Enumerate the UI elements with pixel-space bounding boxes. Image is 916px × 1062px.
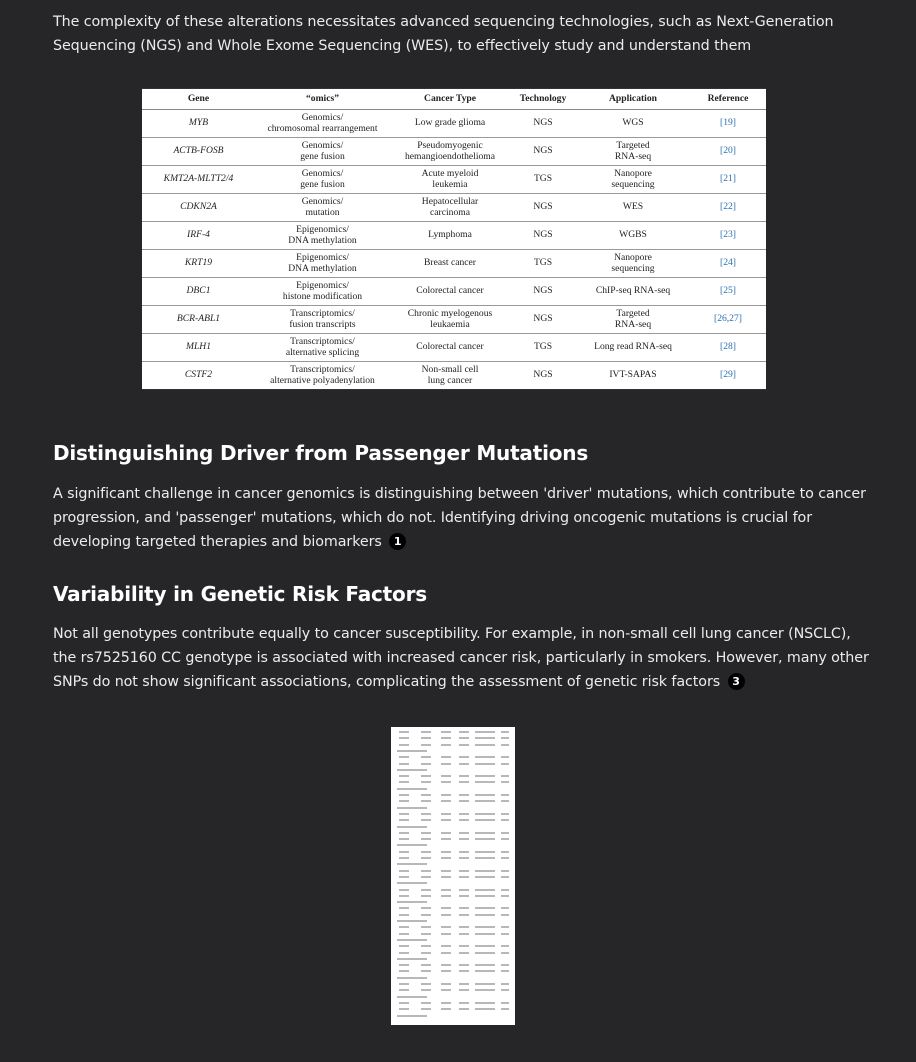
thumbnail-text-line: [501, 1008, 509, 1010]
table-cell: TGS: [510, 250, 576, 278]
thumbnail-text-line: [501, 952, 509, 954]
thumbnail-text-line: [421, 744, 431, 746]
thumbnail-text-line: [421, 794, 431, 796]
thumbnail-text-line: [397, 977, 427, 979]
thumbnail-text-line: [397, 1015, 427, 1017]
column-header: Reference: [690, 89, 766, 110]
thumbnail-text-line: [441, 756, 451, 758]
thumbnail-text-line: [475, 989, 495, 991]
thumbnail-text-line: [501, 889, 509, 891]
thumbnail-text-line: [399, 989, 409, 991]
thumbnail-text-line: [421, 800, 431, 802]
thumbnail-text-line: [475, 744, 495, 746]
table-row: [142, 306, 766, 334]
thumbnail-text-line: [441, 763, 451, 765]
thumbnail-text-line: [397, 996, 427, 998]
thumbnail-text-line: [399, 1008, 409, 1010]
paragraph-text: A significant challenge in cancer genomics is distinguishing between 'driver' mutations, which contribute to cancer progression, and 'passenger' mutations, which do not. Identifying driving oncogenic mutations is crucial for developing targeted therapies and biomarkers: [53, 486, 866, 550]
thumbnail-text-line: [475, 907, 495, 909]
thumbnail-text-line: [441, 737, 451, 739]
thumbnail-text-line: [459, 907, 469, 909]
table-cell: Epigenomics/ DNA methylation: [255, 222, 390, 250]
thumbnail-text-line: [421, 857, 431, 859]
thumbnail-text-line: [399, 813, 409, 815]
thumbnail-text-line: [459, 889, 469, 891]
thumbnail-text-line: [475, 819, 495, 821]
thumbnail-text-line: [421, 952, 431, 954]
thumbnail-text-line: [399, 838, 409, 840]
table-cell: Breast cancer: [390, 250, 510, 278]
thumbnail-text-line: [459, 933, 469, 935]
table-cell: Low grade glioma: [390, 110, 510, 138]
thumbnail-text-line: [397, 920, 427, 922]
section-paragraph-genetic-risk: [53, 622, 873, 694]
thumbnail-text-line: [421, 1002, 431, 1004]
thumbnail-text-line: [501, 933, 509, 935]
table-cell: Chronic myelogenous leukaemia: [390, 306, 510, 334]
thumbnail-text-line: [421, 731, 431, 733]
thumbnail-text-line: [501, 832, 509, 834]
thumbnail-text-line: [459, 744, 469, 746]
citation-badge[interactable]: 3: [728, 673, 745, 690]
thumbnail-text-line: [459, 970, 469, 972]
column-header: Technology: [510, 89, 576, 110]
thumbnail-text-line: [501, 914, 509, 916]
thumbnail-text-line: [459, 1002, 469, 1004]
table-row: [142, 110, 766, 138]
table-cell: Acute myeloid leukemia: [390, 166, 510, 194]
thumbnail-text-line: [459, 794, 469, 796]
table-cell: Targeted RNA-seq: [576, 306, 690, 334]
sequencing-technologies-table-image: [142, 88, 766, 390]
thumbnail-text-line: [399, 763, 409, 765]
thumbnail-text-line: [459, 737, 469, 739]
table-row: [142, 166, 766, 194]
table-cell: MLH1: [142, 334, 255, 362]
thumbnail-text-line: [459, 775, 469, 777]
thumbnail-text-line: [421, 907, 431, 909]
thumbnail-text-line: [399, 794, 409, 796]
table-cell: NGS: [510, 138, 576, 166]
thumbnail-text-line: [475, 756, 495, 758]
thumbnail-text-line: [475, 1008, 495, 1010]
thumbnail-text-line: [501, 756, 509, 758]
thumbnail-text-line: [501, 775, 509, 777]
thumbnail-text-line: [441, 832, 451, 834]
thumbnail-text-line: [399, 832, 409, 834]
table-cell: Colorectal cancer: [390, 334, 510, 362]
thumbnail-text-line: [475, 1002, 495, 1004]
thumbnail-text-line: [399, 781, 409, 783]
column-header: Application: [576, 89, 690, 110]
thumbnail-text-line: [441, 800, 451, 802]
table-cell: ChIP-seq RNA-seq: [576, 278, 690, 306]
thumbnail-text-line: [421, 813, 431, 815]
thumbnail-text-line: [475, 952, 495, 954]
thumbnail-text-line: [397, 750, 427, 752]
column-header: Cancer Type: [390, 89, 510, 110]
thumbnail-text-line: [501, 813, 509, 815]
thumbnail-text-line: [399, 1002, 409, 1004]
thumbnail-text-line: [441, 731, 451, 733]
thumbnail-text-line: [475, 832, 495, 834]
table-cell: [26,27]: [690, 306, 766, 334]
table-cell: [25]: [690, 278, 766, 306]
thumbnail-text-line: [475, 763, 495, 765]
thumbnail-text-line: [441, 1002, 451, 1004]
thumbnail-text-line: [421, 819, 431, 821]
thumbnail-text-line: [475, 970, 495, 972]
table-cell: ACTB-FOSB: [142, 138, 255, 166]
thumbnail-text-line: [441, 857, 451, 859]
citation-badge[interactable]: 1: [389, 533, 406, 550]
thumbnail-text-line: [441, 983, 451, 985]
table-cell: Genomics/ gene fusion: [255, 138, 390, 166]
table-cell: IVT-SAPAS: [576, 362, 690, 390]
table-cell: Genomics/ mutation: [255, 194, 390, 222]
thumbnail-text-line: [421, 763, 431, 765]
thumbnail-text-line: [421, 895, 431, 897]
thumbnail-text-line: [399, 964, 409, 966]
thumbnail-text-line: [421, 876, 431, 878]
thumbnail-text-line: [475, 876, 495, 878]
table-cell: KRT19: [142, 250, 255, 278]
thumbnail-text-line: [459, 964, 469, 966]
table-cell: [24]: [690, 250, 766, 278]
thumbnail-text-line: [501, 737, 509, 739]
table-row: [142, 250, 766, 278]
thumbnail-text-line: [441, 851, 451, 853]
thumbnail-text-line: [397, 769, 427, 771]
thumbnail-text-line: [399, 876, 409, 878]
genotype-table-thumbnail-image: [391, 727, 515, 1025]
table-cell: Pseudomyogenic hemangioendothelioma: [390, 138, 510, 166]
thumbnail-text-line: [399, 819, 409, 821]
thumbnail-text-line: [475, 983, 495, 985]
thumbnail-text-line: [421, 756, 431, 758]
thumbnail-text-line: [399, 945, 409, 947]
table-cell: Nanopore sequencing: [576, 250, 690, 278]
intro-paragraph: The complexity of these alterations necessitates advanced sequencing technologies, such as Next-Generation Sequencing (NGS) and Whole Exome Sequencing (WES), to effectively study and understand them: [53, 14, 834, 54]
thumbnail-text-line: [459, 756, 469, 758]
thumbnail-text-line: [399, 952, 409, 954]
thumbnail-text-line: [441, 952, 451, 954]
thumbnail-text-line: [501, 731, 509, 733]
thumbnail-text-line: [459, 926, 469, 928]
table-cell: NGS: [510, 278, 576, 306]
table-cell: [21]: [690, 166, 766, 194]
thumbnail-text-line: [421, 832, 431, 834]
table-cell: CDKN2A: [142, 194, 255, 222]
table-cell: [29]: [690, 362, 766, 390]
table-cell: Epigenomics/ histone modification: [255, 278, 390, 306]
thumbnail-text-line: [459, 763, 469, 765]
thumbnail-text-line: [397, 826, 427, 828]
table-cell: [19]: [690, 110, 766, 138]
table-cell: [28]: [690, 334, 766, 362]
thumbnail-text-line: [475, 945, 495, 947]
table-cell: [23]: [690, 222, 766, 250]
thumbnail-text-line: [441, 914, 451, 916]
table-cell: Nanopore sequencing: [576, 166, 690, 194]
thumbnail-text-line: [421, 889, 431, 891]
thumbnail-text-line: [397, 788, 427, 790]
section-heading-genetic-risk: Variability in Genetic Risk Factors: [53, 582, 427, 606]
thumbnail-text-line: [501, 907, 509, 909]
thumbnail-text-line: [397, 863, 427, 865]
thumbnail-text-line: [441, 989, 451, 991]
thumbnail-text-line: [421, 781, 431, 783]
thumbnail-text-line: [421, 970, 431, 972]
table-cell: TGS: [510, 166, 576, 194]
thumbnail-text-line: [475, 813, 495, 815]
thumbnail-text-line: [501, 989, 509, 991]
thumbnail-text-line: [399, 775, 409, 777]
thumbnail-text-line: [475, 838, 495, 840]
thumbnail-text-line: [475, 800, 495, 802]
thumbnail-text-line: [501, 857, 509, 859]
table-cell: CSTF2: [142, 362, 255, 390]
thumbnail-text-line: [421, 870, 431, 872]
table-row: [142, 362, 766, 390]
thumbnail-text-line: [441, 945, 451, 947]
thumbnail-text-line: [421, 983, 431, 985]
thumbnail-text-line: [501, 970, 509, 972]
thumbnail-text-line: [459, 832, 469, 834]
thumbnail-text-line: [475, 781, 495, 783]
table-cell: NGS: [510, 194, 576, 222]
thumbnail-text-line: [501, 945, 509, 947]
thumbnail-text-line: [475, 914, 495, 916]
thumbnail-text-line: [441, 813, 451, 815]
table-cell: NGS: [510, 306, 576, 334]
table-row: [142, 222, 766, 250]
thumbnail-text-line: [397, 939, 427, 941]
thumbnail-text-line: [399, 851, 409, 853]
thumbnail-text-line: [441, 895, 451, 897]
thumbnail-text-line: [421, 933, 431, 935]
thumbnail-text-line: [475, 889, 495, 891]
thumbnail-text-line: [459, 838, 469, 840]
thumbnail-text-line: [459, 914, 469, 916]
thumbnail-text-line: [475, 926, 495, 928]
table-cell: Genomics/ chromosomal rearrangement: [255, 110, 390, 138]
column-header: Gene: [142, 89, 255, 110]
thumbnail-text-line: [459, 945, 469, 947]
table-cell: Targeted RNA-seq: [576, 138, 690, 166]
table-row: [142, 334, 766, 362]
table-cell: Transcriptomics/ fusion transcripts: [255, 306, 390, 334]
thumbnail-text-line: [459, 731, 469, 733]
table-cell: Hepatocellular carcinoma: [390, 194, 510, 222]
thumbnail-text-line: [397, 958, 427, 960]
table-cell: NGS: [510, 110, 576, 138]
thumbnail-text-line: [399, 744, 409, 746]
thumbnail-text-line: [459, 989, 469, 991]
table-cell: NGS: [510, 222, 576, 250]
section-heading-driver-passenger: Distinguishing Driver from Passenger Mutations: [53, 441, 589, 465]
thumbnail-text-line: [421, 775, 431, 777]
thumbnail-text-line: [441, 794, 451, 796]
thumbnail-text-line: [441, 781, 451, 783]
table-cell: [22]: [690, 194, 766, 222]
table-cell: Colorectal cancer: [390, 278, 510, 306]
thumbnail-text-line: [501, 851, 509, 853]
thumbnail-text-line: [459, 819, 469, 821]
table-cell: Epigenomics/ DNA methylation: [255, 250, 390, 278]
thumbnail-text-line: [501, 870, 509, 872]
thumbnail-text-line: [459, 813, 469, 815]
thumbnail-text-line: [475, 857, 495, 859]
thumbnail-text-line: [441, 933, 451, 935]
thumbnail-text-line: [399, 800, 409, 802]
thumbnail-text-line: [441, 876, 451, 878]
thumbnail-text-line: [501, 763, 509, 765]
thumbnail-text-line: [475, 964, 495, 966]
thumbnail-text-line: [501, 983, 509, 985]
thumbnail-text-line: [501, 744, 509, 746]
thumbnail-text-line: [475, 851, 495, 853]
table-cell: DBC1: [142, 278, 255, 306]
thumbnail-text-line: [441, 964, 451, 966]
thumbnail-text-line: [399, 933, 409, 935]
thumbnail-text-line: [421, 945, 431, 947]
thumbnail-text-line: [501, 1002, 509, 1004]
thumbnail-text-line: [397, 882, 427, 884]
thumbnail-text-line: [475, 870, 495, 872]
thumbnail-text-line: [459, 800, 469, 802]
thumbnail-text-line: [501, 794, 509, 796]
thumbnail-text-line: [501, 781, 509, 783]
thumbnail-text-line: [501, 926, 509, 928]
paragraph-text: Not all genotypes contribute equally to cancer susceptibility. For example, in non-small cell lung cancer (NSCLC), the rs7525160 CC genotype is associated with increased cancer risk, particularly in smokers. However, many other SNPs do not show significant associations, complicating the assessment of genetic risk factors: [53, 626, 869, 690]
thumbnail-text-line: [441, 907, 451, 909]
thumbnail-text-line: [441, 744, 451, 746]
thumbnail-text-line: [399, 907, 409, 909]
table-cell: Lymphoma: [390, 222, 510, 250]
thumbnail-text-line: [459, 876, 469, 878]
thumbnail-text-line: [421, 737, 431, 739]
thumbnail-text-line: [475, 731, 495, 733]
thumbnail-text-line: [441, 926, 451, 928]
table-cell: Non-small cell lung cancer: [390, 362, 510, 390]
thumbnail-text-line: [459, 1008, 469, 1010]
table-row: [142, 138, 766, 166]
thumbnail-text-line: [501, 876, 509, 878]
thumbnail-text-line: [399, 731, 409, 733]
table-cell: BCR-ABL1: [142, 306, 255, 334]
table-cell: KMT2A-MLTT2/4: [142, 166, 255, 194]
sequencing-table: [142, 88, 766, 390]
thumbnail-text-line: [397, 807, 427, 809]
thumbnail-text-line: [459, 870, 469, 872]
thumbnail-text-line: [501, 800, 509, 802]
thumbnail-text-line: [397, 901, 427, 903]
thumbnail-text-line: [459, 851, 469, 853]
table-cell: Long read RNA-seq: [576, 334, 690, 362]
column-header: “omics”: [255, 89, 390, 110]
thumbnail-text-line: [399, 926, 409, 928]
thumbnail-text-line: [441, 870, 451, 872]
thumbnail-text-line: [399, 889, 409, 891]
thumbnail-text-line: [421, 851, 431, 853]
thumbnail-text-line: [399, 914, 409, 916]
thumbnail-text-line: [501, 838, 509, 840]
table-row: [142, 278, 766, 306]
table-cell: [20]: [690, 138, 766, 166]
table-cell: Genomics/ gene fusion: [255, 166, 390, 194]
section-paragraph-driver-passenger: [53, 482, 873, 554]
table-cell: WGS: [576, 110, 690, 138]
thumbnail-text-line: [441, 775, 451, 777]
table-cell: Transcriptomics/ alternative splicing: [255, 334, 390, 362]
thumbnail-text-line: [421, 838, 431, 840]
thumbnail-text-line: [475, 775, 495, 777]
table-cell: WES: [576, 194, 690, 222]
thumbnail-text-line: [399, 970, 409, 972]
thumbnail-text-line: [501, 819, 509, 821]
thumbnail-text-line: [475, 794, 495, 796]
thumbnail-text-line: [459, 952, 469, 954]
thumbnail-text-line: [399, 857, 409, 859]
thumbnail-text-line: [421, 914, 431, 916]
thumbnail-text-line: [475, 895, 495, 897]
table-cell: NGS: [510, 362, 576, 390]
thumbnail-text-line: [421, 1008, 431, 1010]
thumbnail-text-line: [441, 838, 451, 840]
thumbnail-text-line: [399, 756, 409, 758]
table-row: [142, 194, 766, 222]
thumbnail-text-line: [459, 895, 469, 897]
thumbnail-text-line: [421, 989, 431, 991]
table-cell: WGBS: [576, 222, 690, 250]
thumbnail-text-line: [475, 737, 495, 739]
thumbnail-text-line: [399, 870, 409, 872]
thumbnail-text-line: [421, 964, 431, 966]
thumbnail-text-line: [459, 781, 469, 783]
thumbnail-text-line: [501, 895, 509, 897]
thumbnail-text-line: [441, 889, 451, 891]
thumbnail-text-line: [441, 1008, 451, 1010]
thumbnail-text-line: [441, 819, 451, 821]
table-cell: TGS: [510, 334, 576, 362]
thumbnail-text-line: [475, 933, 495, 935]
table-cell: MYB: [142, 110, 255, 138]
thumbnail-text-line: [441, 970, 451, 972]
table-cell: Transcriptomics/ alternative polyadenylation: [255, 362, 390, 390]
thumbnail-text-line: [459, 857, 469, 859]
thumbnail-text-line: [459, 983, 469, 985]
thumbnail-text-line: [501, 964, 509, 966]
thumbnail-text-line: [399, 895, 409, 897]
thumbnail-text-line: [397, 844, 427, 846]
thumbnail-text-line: [421, 926, 431, 928]
thumbnail-text-line: [399, 737, 409, 739]
thumbnail-text-line: [399, 983, 409, 985]
table-cell: IRF-4: [142, 222, 255, 250]
